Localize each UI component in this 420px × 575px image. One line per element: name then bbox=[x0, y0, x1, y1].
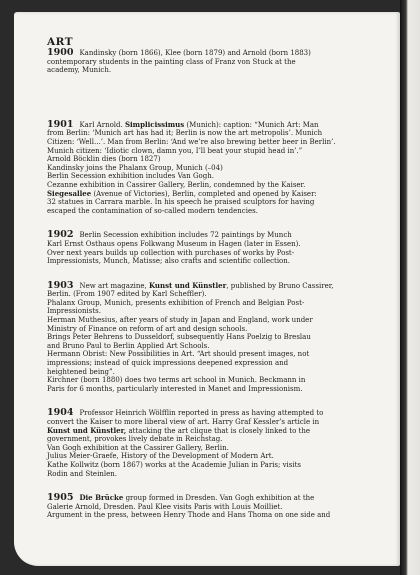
entry-text: Paris for 6 months, particularly interested in Manet and Impressionism. bbox=[47, 384, 303, 393]
bold-title-text: Siegesallee bbox=[47, 188, 92, 198]
entry-line bbox=[47, 385, 395, 394]
entry-line bbox=[47, 257, 395, 266]
entry-text: Brings Peter Behrens to Dusseldorf, subsequently Hans Poelzig to Breslau bbox=[47, 333, 311, 342]
entry-line bbox=[47, 198, 395, 207]
entry-text: convert the Kaiser to more liberal view of art. Harry Graf Kessler’s article in bbox=[47, 418, 320, 426]
entry-text: academy, Munich. bbox=[47, 66, 112, 75]
entry-text: Berlin. (From 1907 edited by Karl Scheffler). bbox=[47, 290, 207, 299]
entry-text: , published by Bruno Cassirer, bbox=[226, 281, 334, 290]
entry-text: Julius Meier-Graefe, History of the Development of Modern Art. bbox=[47, 452, 274, 461]
bold-title-text: Kunst und Künstler, bbox=[47, 425, 127, 435]
entry-line bbox=[47, 249, 395, 258]
entry-year: 1905 bbox=[47, 492, 74, 504]
entry-text: Professor Heinrich Wölfflin reported in press as having attempted to bbox=[79, 409, 324, 418]
entry-line bbox=[47, 129, 395, 138]
entry-text: Citizen: ‘Well...’. Man from Berlin: ‘And we’re also brewing better beer in Berlin’. bbox=[47, 137, 336, 146]
entry-line bbox=[47, 49, 395, 58]
entry-text: Argument in the press, between Henry Thode and Hans Thoma on one side and bbox=[47, 511, 331, 520]
entry-line bbox=[47, 350, 395, 359]
entry-line bbox=[47, 190, 395, 199]
entry-text: Kandinsky joins the Phalanx Group, Munich (–04) bbox=[47, 163, 223, 172]
entry-line bbox=[47, 503, 395, 512]
entry-text: Phalanx Group, Munich, presents exhibition of French and Belgian Post- bbox=[47, 298, 305, 307]
year-entry-1905 bbox=[47, 494, 395, 520]
entry-line bbox=[47, 138, 395, 147]
entry-text: Ministry of Finance on reform of art and design schools. bbox=[47, 324, 248, 333]
year-entry-1901 bbox=[47, 118, 395, 216]
bold-title-text: Simplicissimus bbox=[124, 119, 185, 129]
entry-line bbox=[47, 409, 395, 418]
entry-text: group formed in Dresden. Van Gogh exhibition at the bbox=[123, 494, 315, 503]
entry-line bbox=[47, 470, 395, 479]
entry-text: Cezanne exhibition in Cassirer Gallery, Berlin, condemned by the Kaiser. bbox=[47, 180, 306, 189]
entry-line bbox=[47, 147, 395, 156]
entry-line bbox=[47, 181, 395, 190]
entry-text: contemporary students in the painting class of Franz von Stuck at the bbox=[47, 57, 296, 66]
book-spine bbox=[400, 0, 420, 575]
entry-line bbox=[47, 368, 395, 377]
book-page bbox=[14, 12, 400, 566]
entry-text: escaped the contamination of so-called modern tendencies. bbox=[47, 206, 258, 215]
entry-text: Arnold Böcklin dies (born 1827) bbox=[47, 155, 161, 164]
entry-text: Kandinsky (born 1866), Klee (born 1879) and Arnold (born 1883) bbox=[79, 49, 311, 57]
entry-line bbox=[47, 66, 395, 75]
entry-text: Kirchner (born 1880) does two terms art school in Munich. Beckmann in bbox=[47, 376, 306, 385]
entry-text: Berlin Secession exhibition includes 72 paintings by Munch bbox=[79, 231, 292, 240]
entry-line bbox=[47, 118, 395, 130]
entry-year: 1900 bbox=[47, 47, 74, 58]
entry-line bbox=[47, 279, 395, 291]
entry-text: and Bruno Paul to Berlin Applied Art Schools. bbox=[47, 341, 210, 350]
entry-line bbox=[47, 316, 395, 325]
bold-title-text: Kunst und Künstler bbox=[149, 280, 227, 290]
entry-text: Impressionists. bbox=[47, 307, 101, 316]
entry-line bbox=[47, 511, 395, 520]
entry-line bbox=[47, 435, 395, 444]
entry-text: Herman Muthesius, after years of study in Japan and England, work under bbox=[47, 316, 313, 325]
bold-title-text: Die Brücke bbox=[79, 493, 124, 503]
entry-line bbox=[47, 207, 395, 216]
year-entry-1900 bbox=[47, 49, 395, 75]
entry-line bbox=[47, 333, 395, 342]
entry-line bbox=[47, 307, 395, 316]
entry-year: 1901 bbox=[47, 118, 74, 130]
entry-text: Munich citizen: ‘Idiotic clown, damn you, I’ll beat your stupid head in’.” bbox=[47, 146, 303, 155]
entry-text: (Munich): caption: “Munich Art: Man bbox=[184, 120, 319, 129]
entry-text: New art magazine, bbox=[79, 281, 149, 290]
entry-year: 1902 bbox=[47, 229, 74, 241]
entry-text: 32 statues in Carrara marble. In his speech he praised sculptors for having bbox=[47, 198, 315, 207]
entry-year: 1904 bbox=[47, 407, 74, 419]
entry-line bbox=[47, 325, 395, 334]
year-entry-1904 bbox=[47, 409, 395, 478]
entry-line bbox=[47, 172, 395, 181]
entry-line bbox=[47, 342, 395, 351]
entry-line bbox=[47, 359, 395, 368]
entry-text: heightened being”. bbox=[47, 367, 115, 376]
page-content bbox=[47, 37, 395, 520]
entry-text: from Berlin: ‘Munich art has had it; Berlin is now the art metropolis’. Munich bbox=[47, 129, 323, 138]
entry-line bbox=[47, 427, 395, 436]
entry-text: Kathe Kollwitz (born 1867) works at the Academie Julian in Paris; visits bbox=[47, 460, 302, 469]
entry-line bbox=[47, 240, 395, 249]
entry-text: attacking the art clique that is closely linked to the bbox=[126, 426, 310, 435]
entry-line bbox=[47, 444, 395, 453]
year-entry-1902 bbox=[47, 231, 395, 265]
entry-line bbox=[47, 58, 395, 67]
entry-text: Rodin and Steinlen. bbox=[47, 469, 117, 478]
entry-line bbox=[47, 299, 395, 308]
entry-line bbox=[47, 452, 395, 461]
entry-text: government, provokes lively debate in Reichstag. bbox=[47, 435, 223, 444]
entry-year: 1903 bbox=[47, 279, 74, 291]
entry-text: Van Gogh exhibition at the Cassirer Gallery, Berlin. bbox=[47, 443, 229, 452]
entry-text: Over next years builds up collection with purchases of works by Post- bbox=[47, 248, 295, 257]
entry-text: Impressionists, Munch, Matisse; also crafts and scientific collection. bbox=[47, 257, 291, 266]
entry-line bbox=[47, 376, 395, 385]
entry-line bbox=[47, 461, 395, 470]
entry-text: Hermann Obrist: New Possibilities in Art. “Art should present images, not bbox=[47, 350, 310, 359]
entry-line bbox=[47, 155, 395, 164]
entry-text: Galerie Arnold, Dresden. Paul Klee visits Paris with Louis Moilliet. bbox=[47, 502, 283, 511]
entry-line bbox=[47, 164, 395, 173]
entry-text: Karl Ernst Osthaus opens Folkwang Museum in Hagen (later in Essen). bbox=[47, 239, 301, 248]
year-entry-1903 bbox=[47, 279, 395, 394]
section-heading: ART bbox=[47, 36, 74, 48]
entry-line bbox=[47, 494, 395, 503]
entry-text: (Avenue of Victories), Berlin, completed and opened by Kaiser: bbox=[91, 189, 317, 198]
entry-text: Berlin Secession exhibition includes Van Gogh. bbox=[47, 172, 214, 181]
entry-text: Karl Arnold. bbox=[79, 120, 125, 129]
entry-line bbox=[47, 290, 395, 299]
entry-text: impressions; instead of quick impressions deepened expression and bbox=[47, 359, 289, 368]
entry-line bbox=[47, 231, 395, 240]
